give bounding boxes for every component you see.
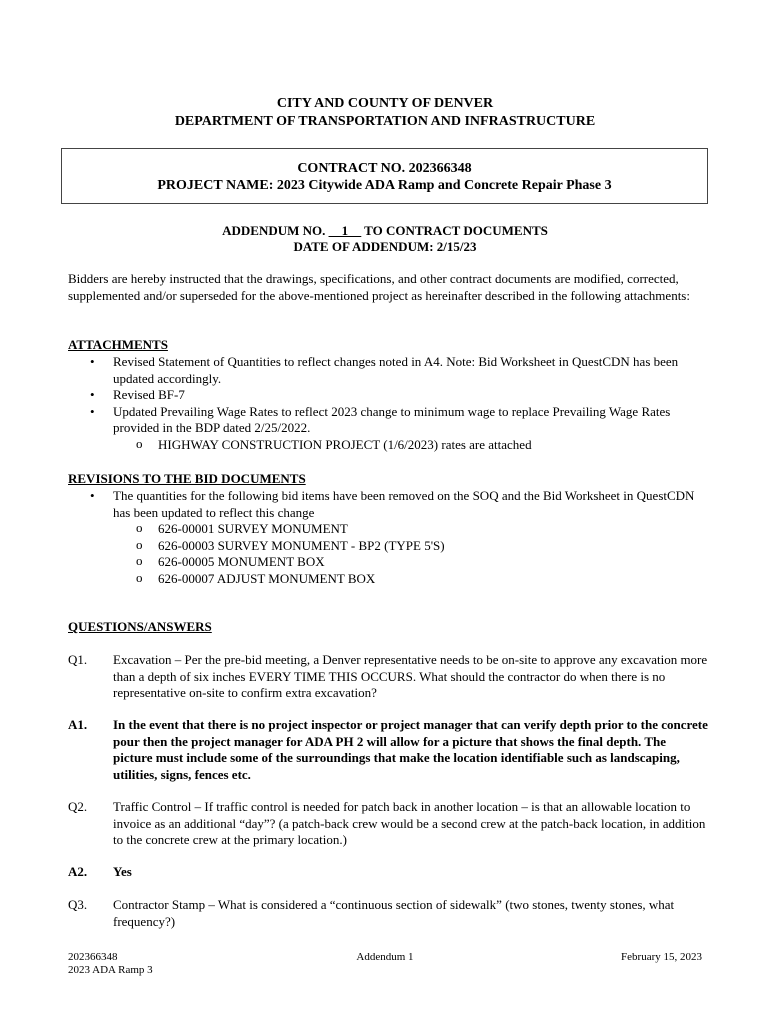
project-name: PROJECT NAME: 2023 Citywide ADA Ramp and Concrete Repair Phase 3: [157, 178, 612, 193]
intro-paragraph: Bidders are hereby instructed that the drawings, specifications, and other contract documents are modified, corrected, supplemented and/or superseded for the above-mentioned project as hereinafter described in the following attachments:: [68, 271, 690, 303]
footer-contract-number: 202366348: [68, 951, 118, 963]
addendum-suffix: TO CONTRACT DOCUMENTS: [361, 223, 548, 238]
addendum-title: [0, 223, 770, 239]
list-item: • Revised Statement of Quantities to reflect changes noted in A4. Note: Bid Worksheet in QuestCDN has been updated accordingly.: [68, 354, 708, 387]
revisions-heading: REVISIONS TO THE BID DOCUMENTS: [68, 471, 306, 486]
answer-2: [68, 864, 708, 881]
attachments-sublist: [113, 437, 708, 454]
addendum-date: DATE OF ADDENDUM: 2/15/23: [293, 239, 477, 254]
list-item: • Revised BF-7: [68, 387, 708, 404]
attachments-heading: ATTACHMENTS: [68, 337, 168, 352]
footer-project-short: 2023 ADA Ramp 3: [68, 964, 153, 976]
qa-label: Q1.: [68, 652, 88, 667]
footer-date: February 15, 2023: [621, 951, 702, 963]
list-item: [68, 404, 708, 454]
sub-list-item: o 626-00007 ADJUST MONUMENT BOX: [113, 571, 708, 588]
qa-text: Yes: [113, 864, 132, 879]
qa-text: In the event that there is no project inspector or project manager that can verify depth prior to the concrete pour then the project manager for ADA PH 2 will allow for a picture that shows the final depth. The picture must include some of the surroundings that make the location identifiable such as landscaping, utilities, signs, fences etc.: [113, 717, 708, 782]
footer-center: Addendum 1: [356, 951, 414, 963]
revisions-list: [68, 488, 708, 587]
sub-list-item: o HIGHWAY CONSTRUCTION PROJECT (1/6/2023) rates are attached: [113, 437, 708, 454]
document-header: [0, 95, 770, 131]
question-2: [68, 799, 708, 849]
qa-text: Excavation – Per the pre-bid meeting, a Denver representative needs to be on-site to approve any excavation more than a depth of six inches EVERY TIME THIS OCCURS. What should the contractor do when there is no representative on-site to confirm extra excavation?: [113, 652, 708, 700]
sub-list-item: o 626-00005 MONUMENT BOX: [113, 554, 708, 571]
qa-label: A2.: [68, 864, 88, 879]
qa-heading: QUESTIONS/ANSWERS: [68, 619, 212, 634]
list-item: [68, 488, 708, 587]
revisions-sublist: [113, 521, 708, 587]
addendum-header: [0, 223, 770, 255]
qa-label: A1.: [68, 717, 88, 732]
qa-text: Traffic Control – If traffic control is needed for patch back in another location – is that an allowable location to invoice as an additional “day”? (a patch-back crew would be a second crew at the patch-back location, in addition to the concrete crew at the primary location.): [113, 799, 706, 847]
question-1: [68, 652, 708, 702]
attachments-list: [68, 354, 708, 453]
qa-label: Q3.: [68, 897, 88, 912]
header-department: DEPARTMENT OF TRANSPORTATION AND INFRASTRUCTURE: [174, 114, 596, 129]
addendum-number: __1__: [328, 223, 362, 238]
contract-number: CONTRACT NO. 202366348: [297, 161, 472, 176]
answer-1: [68, 717, 708, 783]
qa-label: Q2.: [68, 799, 88, 814]
list-item-text: Updated Prevailing Wage Rates to reflect 2023 change to minimum wage to replace Prevailing Wage Rates provided in the BDP dated 2/25/2022.: [113, 403, 671, 435]
sub-list-item: o 626-00001 SURVEY MONUMENT: [113, 521, 708, 538]
list-item-text: The quantities for the following bid items have been removed on the SOQ and the Bid Worksheet in QuestCDN has been updated to reflect this change: [113, 488, 695, 520]
sub-list-item: o 626-00003 SURVEY MONUMENT - BP2 (TYPE 5'S): [113, 538, 708, 555]
addendum-prefix: ADDENDUM NO.: [222, 223, 329, 238]
question-3: [68, 897, 708, 930]
qa-text: Contractor Stamp – What is considered a “continuous section of sidewalk” (two stones, twenty stones, what frequency?): [113, 897, 675, 929]
header-city: CITY AND COUNTY OF DENVER: [276, 96, 494, 111]
contract-box: [61, 148, 708, 204]
